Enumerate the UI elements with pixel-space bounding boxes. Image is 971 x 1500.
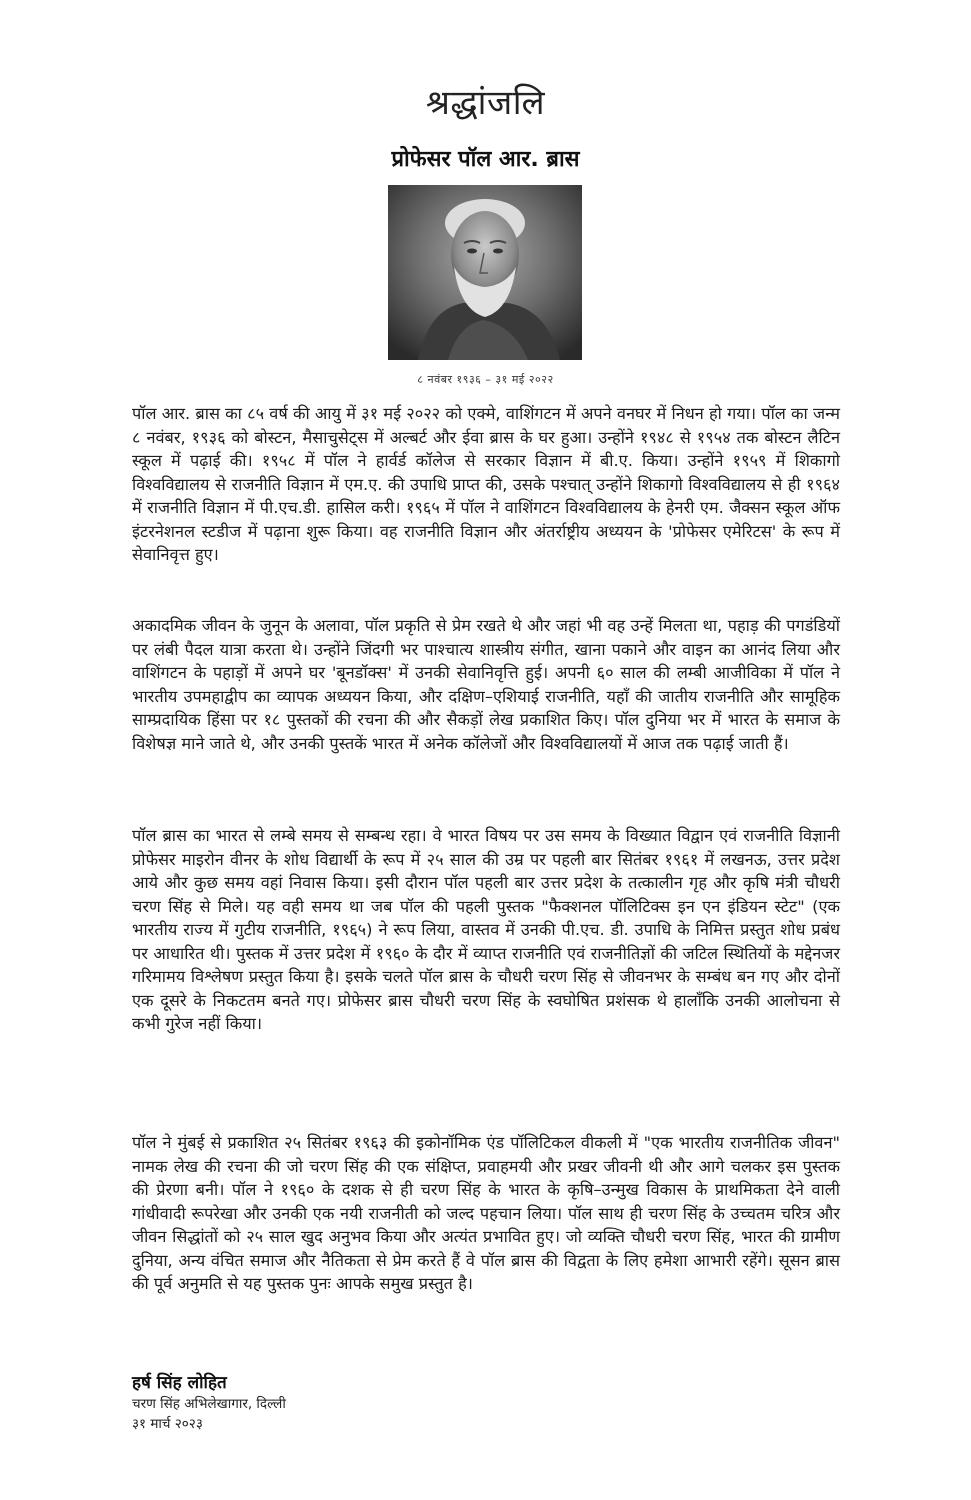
life-dates: ८ नवंबर १९३६ – ३१ मई २०२२ bbox=[417, 373, 554, 386]
signatory-name: हर्ष सिंह लोहित bbox=[132, 1373, 227, 1393]
paragraph-2 bbox=[132, 614, 840, 755]
portrait-photo bbox=[388, 185, 582, 360]
paragraph-3 bbox=[132, 824, 840, 1036]
subject-name: प्रोफेसर पॉल आर. ब्रास bbox=[391, 147, 580, 172]
portrait-icon bbox=[388, 185, 582, 360]
paragraph-text: पॉल ब्रास का भारत से लम्बे समय से सम्बन्ध रहा। वे भारत विषय पर उस समय के विख्यात विद्वान एवं राजनीति विज्ञानी प्रोफेसर माइरोन वीनर के शोध विद्यार्थी के रूप में २५ साल की उम्र पर पहली बार सितंबर १९६१ में लखनऊ, उत्तर प्रदेश आये और कुछ समय वहां निवास किया। इसी दौरान पॉल पहली बार उत्तर प्रदेश के तत्कालीन गृह और कृषि मंत्री चौधरी चरण सिंह से मिले। यह वही समय था जब पॉल की पहली पुस्तक "फैक्शनल पॉलिटिक्स इन एन इंडियन स्टेट" (एक भारतीय राज्य में गुटीय राजनीति, १९६५) ने रूप लिया, वास्तव में उनकी पी.एच. डी. उपाधि के निमित्त प्रस्तुत शोध प्रबंध पर आधारित थी। पुस्तक में उत्तर प्रदेश में १९६० के दौर में व्याप्त राजनीति एवं राजनीतिज्ञों की जटिल स्थितियों के मद्देनजर गरिमामय विश्लेषण प्रस्तुत किया है। इसके चलते पॉल ब्रास के चौधरी चरण सिंह से जीवनभर के सम्बंध बन गए और दोनों एक दूसरे के निकटतम बनते गए। प्रोफेसर ब्रास चौधरी चरण सिंह के स्वघोषित प्रशंसक थे हालाँकि उनकी आलोचना से कभी गुरेज नहीं किया। bbox=[132, 826, 840, 1033]
paragraph-1 bbox=[132, 402, 840, 567]
paragraph-text: पॉल आर. ब्रास का ८५ वर्ष की आयु में ३१ मई २०२२ को एक्मे, वाशिंगटन में अपने वनघर में निधन हो गया। पॉल का जन्म ८ नवंबर, १९३६ को बोस्टन, मैसाचुसेट्स में अल्बर्ट और ईवा ब्रास के घर हुआ। उन्होंने १९४८ से १९५४ तक बोस्टन लैटिन स्कूल में पढ़ाई की। १९५८ में पॉल ने हार्वर्ड कॉलेज से सरकार विज्ञान में बी.ए. किया। उन्होंने १९५९ में शिकागो विश्वविद्यालय से राजनीति विज्ञान में एम.ए. की उपाधि प्राप्त की, उसके पश्चात् उन्होंने शिकागो विश्वविद्यालय से ही १९६४ में राजनीति विज्ञान में पी.एच.डी. हासिल करी। १९६५ में पॉल ने वाशिंगटन विश्वविद्यालय के हेनरी एम. जैक्सन स्कूल ऑफ इंटरनेशनल स्टडीज में पढ़ाना शुरू किया। वह राजनीति विज्ञान और अंतर्राष्ट्रीय अध्ययन के 'प्रोफेसर एमेरिटस' के रूप में सेवानिवृत्त हुए। bbox=[132, 404, 840, 564]
paragraph-text: पॉल ने मुंबई से प्रकाशित २५ सितंबर १९६३ की इकोनॉमिक एंड पॉलिटिकल वीकली में "एक भारतीय राजनीतिक जीवन" नामक लेख की रचना की जो चरण सिंह की एक संक्षिप्त, प्रवाहमयी और प्रखर जीवनी थी और आगे चलकर इस पुस्तक की प्रेरणा बनी। पॉल ने १९६० के दशक से ही चरण सिंह के भारत के कृषि–उन्मुख विकास के प्राथमिकता देने वाली गांधीवादी रूपरेखा और उनकी एक नयी राजनीती को जल्द पहचान लिया। पॉल साथ ही चरण सिंह के उच्चतम चरित्र और जीवन सिद्धांतों को २५ साल खुद अनुभव किया और अत्यंत प्रभावित हुए। जो व्यक्ति चौधरी चरण सिंह, भारत की ग्रामीण दुनिया, अन्य वंचित समाज और नैतिकता से प्रेम करते हैं वे पॉल ब्रास की विद्वता के लिए हमेशा आभारी रहेंगे। सूसन ब्रास की पूर्व अनुमति से यह पुस्तक पुनः आपके समुख प्रस्तुत है। bbox=[132, 1133, 840, 1293]
signature-block bbox=[132, 1372, 286, 1434]
page-heading: श्रद्धांजलि bbox=[425, 83, 546, 123]
paragraph-text: अकादमिक जीवन के जुनून के अलावा, पॉल प्रकृति से प्रेम रखते थे और जहां भी वह उन्हें मिलता था, पहाड़ की पगडंडियों पर लंबी पैदल यात्रा करता थे। उन्होंने जिंदगी भर पाश्चात्य शास्त्रीय संगीत, खाना पकाने और वाइन का आनंद लिया और वाशिंगटन के पहाड़ों में अपने घर 'बूनडॉक्स' में उनकी सेवानिवृत्ति हुई। अपनी ६० साल की लम्बी आजीविका में पॉल ने भारतीय उपमहाद्वीप का व्यापक अध्ययन किया, और दक्षिण–एशियाई राजनीति, यहाँ की जातीय राजनीति और सामूहिक साम्प्रदायिक हिंसा पर १८ पुस्तकों की रचना की और सैकड़ों लेख प्रकाशित किए। पॉल दुनिया भर में भारत के समाज के विशेषज्ञ माने जाते थे, और उनकी पुस्तकें भारत में अनेक कॉलेजों और विश्वविद्यालयों में आज तक पढ़ाई जाती हैं। bbox=[132, 616, 840, 753]
paragraph-4 bbox=[132, 1131, 840, 1296]
signatory-organization: चरण सिंह अभिलेखागार, दिल्ली bbox=[132, 1396, 286, 1412]
signature-date: ३१ मार्च २०२३ bbox=[132, 1416, 203, 1432]
